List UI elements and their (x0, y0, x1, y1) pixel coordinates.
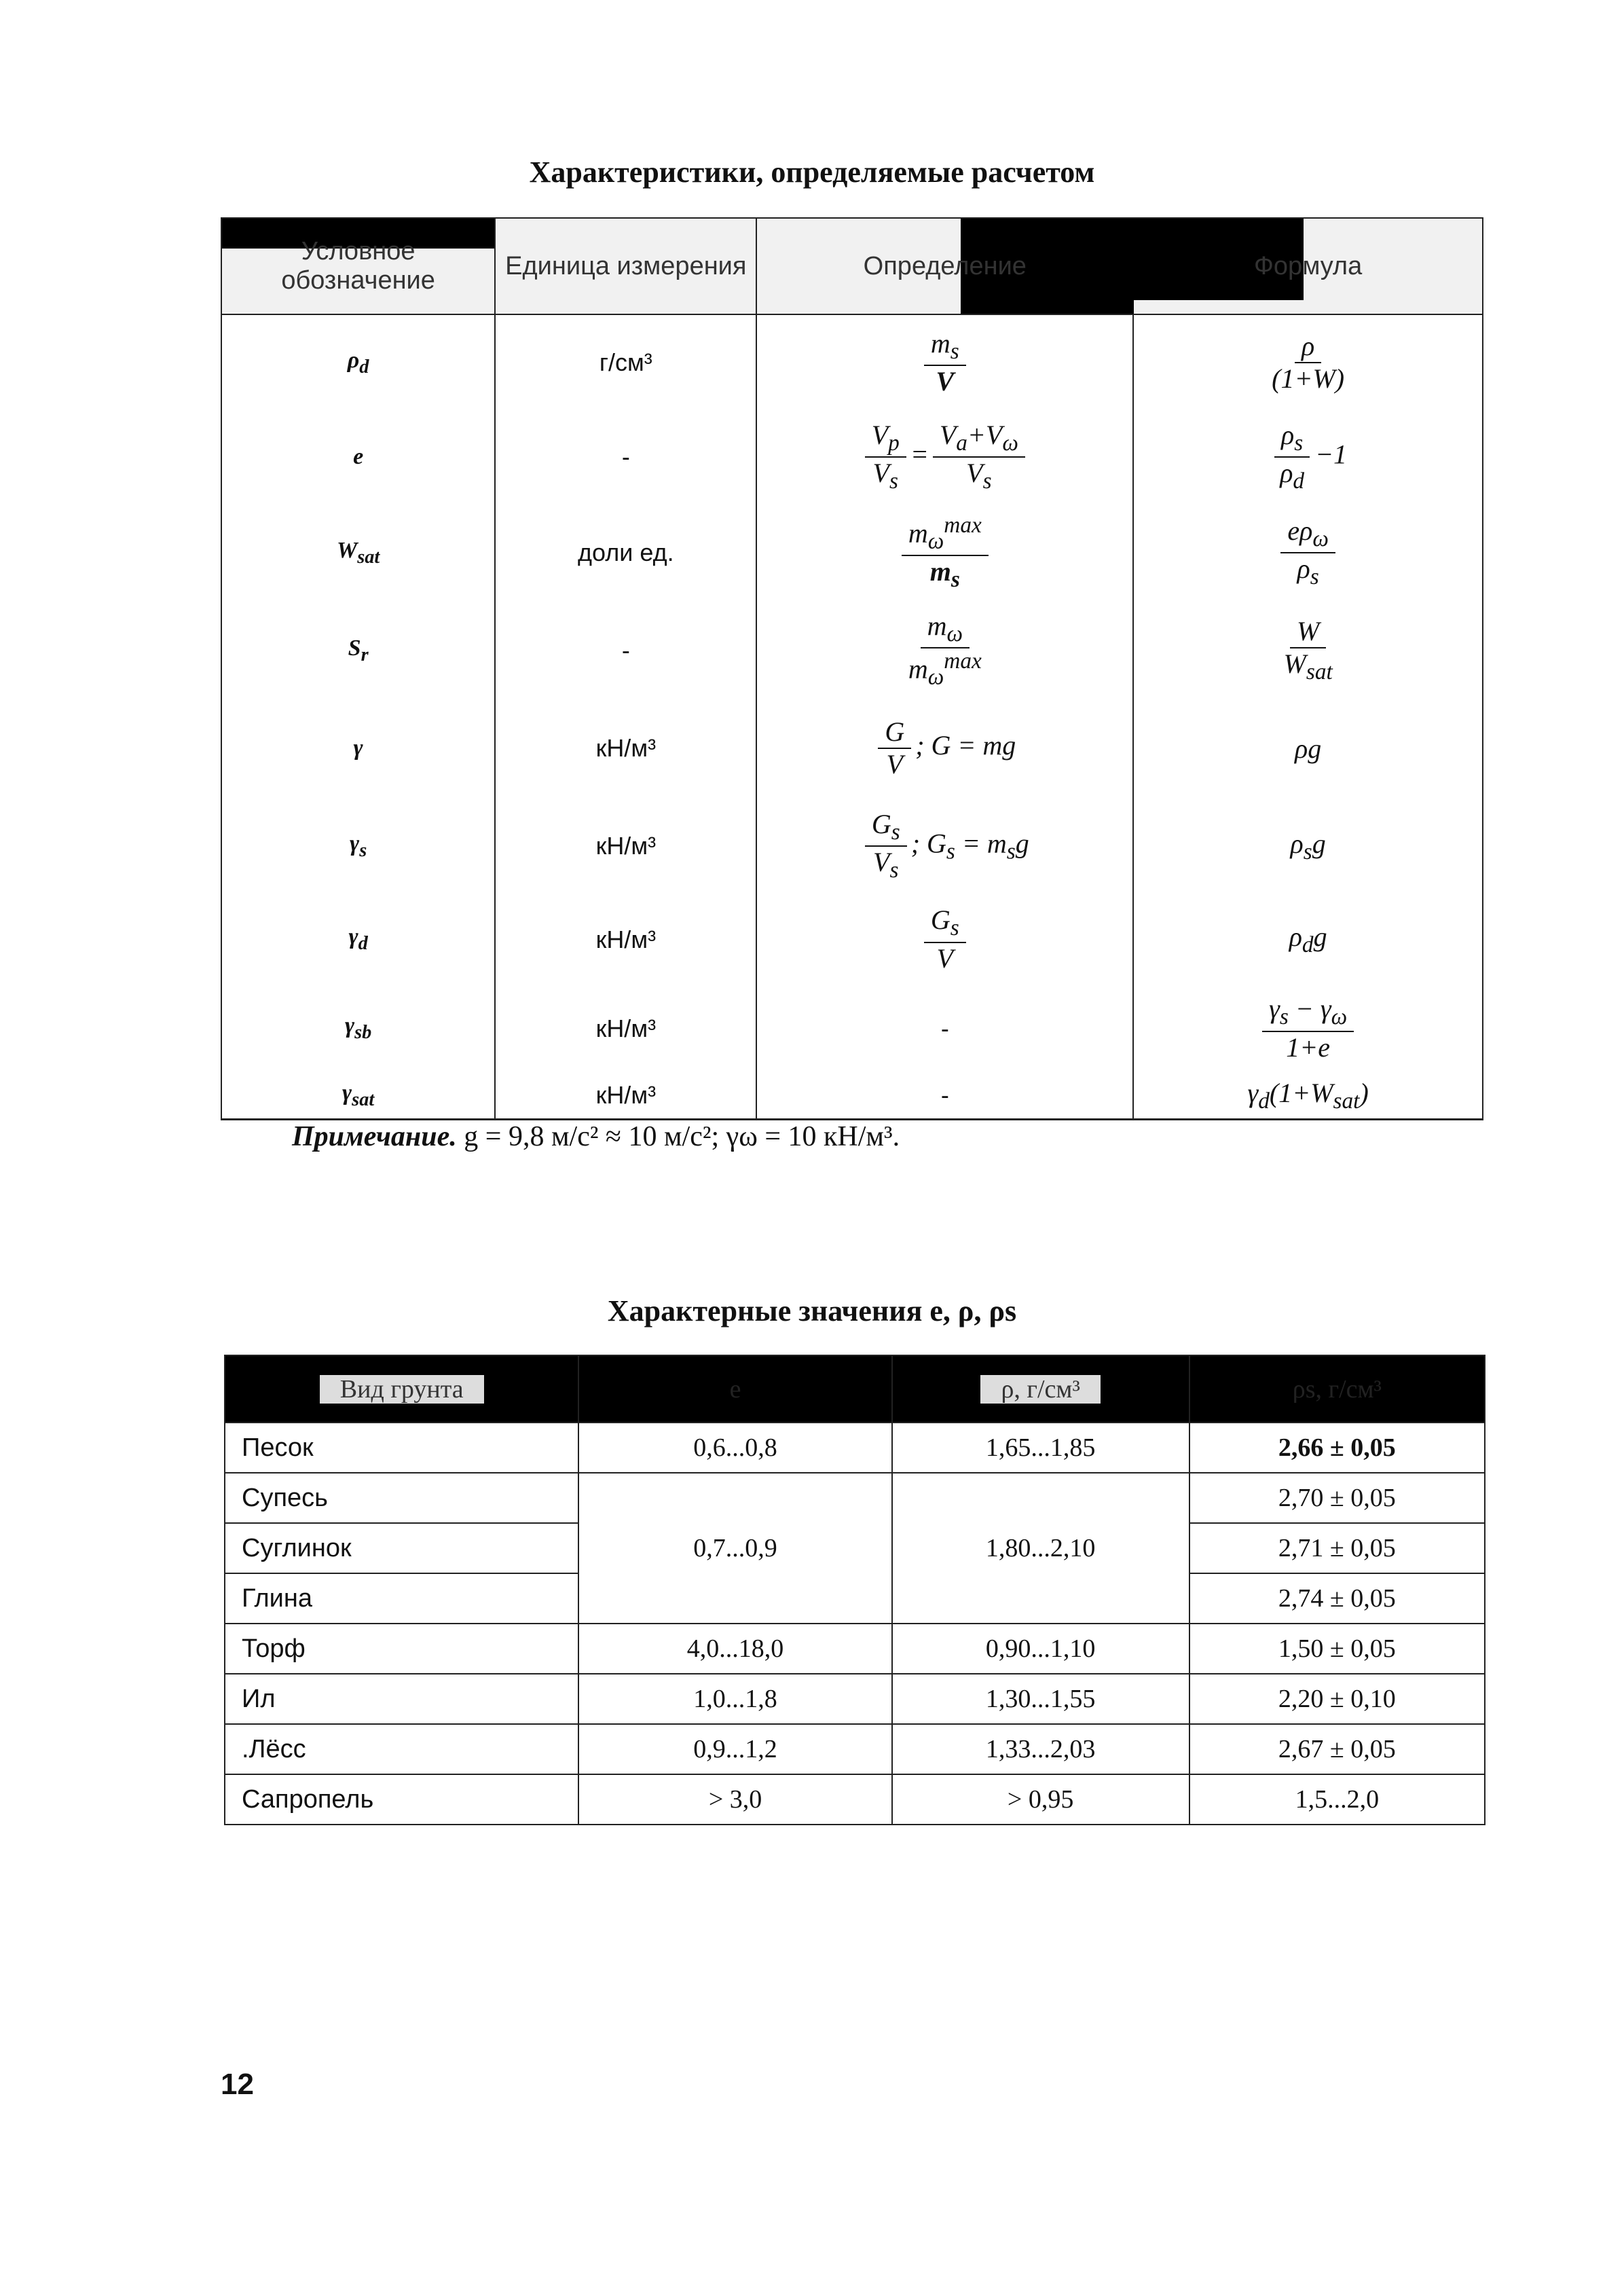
table-row: Сапропель > 3,0 > 0,95 1,5...2,0 (225, 1774, 1485, 1825)
definition-cell: $\frac{m_\omega^{max}}{m_s}$ (756, 504, 1133, 602)
table-row (221, 504, 1483, 602)
unit-cell: кН/м³ (495, 1073, 756, 1119)
symbol-cell: $S_r$ (221, 602, 495, 699)
unit-cell: кН/м³ (495, 797, 756, 895)
table-row: Ил 1,0...1,8 1,30...1,55 2,20 ± 0,10 (225, 1674, 1485, 1724)
header-symbol: Условное обозначение (221, 218, 495, 314)
table-row (221, 984, 1483, 1073)
note-label: Примечание. (292, 1121, 457, 1152)
header-rho-s: ρs, г/см³ (1189, 1355, 1485, 1423)
formula-cell: $\frac{\rho}{(1+W)}$ (1133, 314, 1483, 410)
characteristic-values-table (224, 1355, 1485, 1825)
formula-cell: $\frac{e\rho_\omega}{\rho_s}$ (1133, 504, 1483, 602)
symbol-cell: γ (221, 699, 495, 797)
definition-cell: $\frac{m_s}{V}$ (756, 314, 1133, 410)
table2-title: Характерные значения e, ρ, ρs (607, 1294, 1017, 1327)
header-e: e (578, 1355, 891, 1423)
formula-cell: $\frac{W}{W_{sat}}$ (1133, 602, 1483, 699)
formula-cell: $\frac{\gamma_s - \gamma_\omega}{1+e}$ (1133, 984, 1483, 1073)
unit-cell: доли ед. (495, 504, 756, 602)
header-rho: ρ, г/см³ (892, 1355, 1189, 1423)
table-row: Глина 2,74 ± 0,05 (225, 1573, 1485, 1624)
table-row (221, 602, 1483, 699)
table-header-row (225, 1355, 1485, 1423)
unit-cell: кН/м³ (495, 699, 756, 797)
note (292, 1120, 900, 1153)
header-unit: Единица измерения (495, 218, 756, 314)
header-formula: Формула (1133, 218, 1483, 314)
symbol-cell: $\rho_d$ (221, 314, 495, 410)
formula-cell: $\rho_dg$ (1133, 895, 1483, 984)
symbol-cell: $\gamma_s$ (221, 797, 495, 895)
definition-cell: $\frac{G}{V}$ ; G = mg (756, 699, 1133, 797)
formula-cell: ρg (1133, 699, 1483, 797)
unit-cell: - (495, 410, 756, 504)
unit-cell: - (495, 602, 756, 699)
definition-cell: - (756, 1073, 1133, 1119)
symbol-cell: $W_{sat}$ (221, 504, 495, 602)
table-row (221, 314, 1483, 410)
symbol-cell: e (221, 410, 495, 504)
symbol-cell: $\gamma_d$ (221, 895, 495, 984)
page-number: 12 (221, 2068, 254, 2101)
table-row (221, 410, 1483, 504)
formula-cell: $\rho_sg$ (1133, 797, 1483, 895)
table-row: Торф 4,0...18,0 0,90...1,10 1,50 ± 0,05 (225, 1624, 1485, 1674)
table-row: .Лёсс 0,9...1,2 1,33...2,03 2,67 ± 0,05 (225, 1724, 1485, 1774)
header-definition: Определение (756, 218, 1133, 314)
table1-title: Характеристики, определяемые расчетом (529, 155, 1095, 189)
formula-cell: $\frac{\rho_s}{\rho_d}$ −1 (1133, 410, 1483, 504)
table-row: Супесь 0,7...0,9 1,80...2,10 2,70 ± 0,05 (225, 1473, 1485, 1523)
definition-cell: $\frac{m_\omega}{m_\omega^{max}}$ (756, 602, 1133, 699)
definition-cell: $\frac{G_s}{V}$ (756, 895, 1133, 984)
definition-cell: $\frac{V_p}{V_s}$ = $\frac{V_a+V_\omega}{V_s}$ (756, 410, 1133, 504)
unit-cell: кН/м³ (495, 895, 756, 984)
unit-cell: г/см³ (495, 314, 756, 410)
note-text: g = 9,8 м/с² ≈ 10 м/с²; γω = 10 кН/м³. (464, 1121, 900, 1152)
table-row (221, 1073, 1483, 1119)
symbol-cell: $\gamma_{sb}$ (221, 984, 495, 1073)
header-soil: Вид грунта (225, 1355, 578, 1423)
definition-cell: $\frac{G_s}{V_s}$ ; $G_s = m_sg$ (756, 797, 1133, 895)
table-row (221, 895, 1483, 984)
unit-cell: кН/м³ (495, 984, 756, 1073)
table-header-row (221, 218, 1483, 314)
formula-cell: $\gamma_d(1+W_{sat})$ (1133, 1073, 1483, 1119)
table-row (221, 699, 1483, 797)
calculated-characteristics-table (221, 217, 1483, 1120)
table-row (221, 797, 1483, 895)
symbol-cell: $\gamma_{sat}$ (221, 1073, 495, 1119)
definition-cell: - (756, 984, 1133, 1073)
table-row: Суглинок 2,71 ± 0,05 (225, 1523, 1485, 1573)
table-row: Песок 0,6...0,8 1,65...1,85 2,66 ± 0,05 (225, 1423, 1485, 1473)
